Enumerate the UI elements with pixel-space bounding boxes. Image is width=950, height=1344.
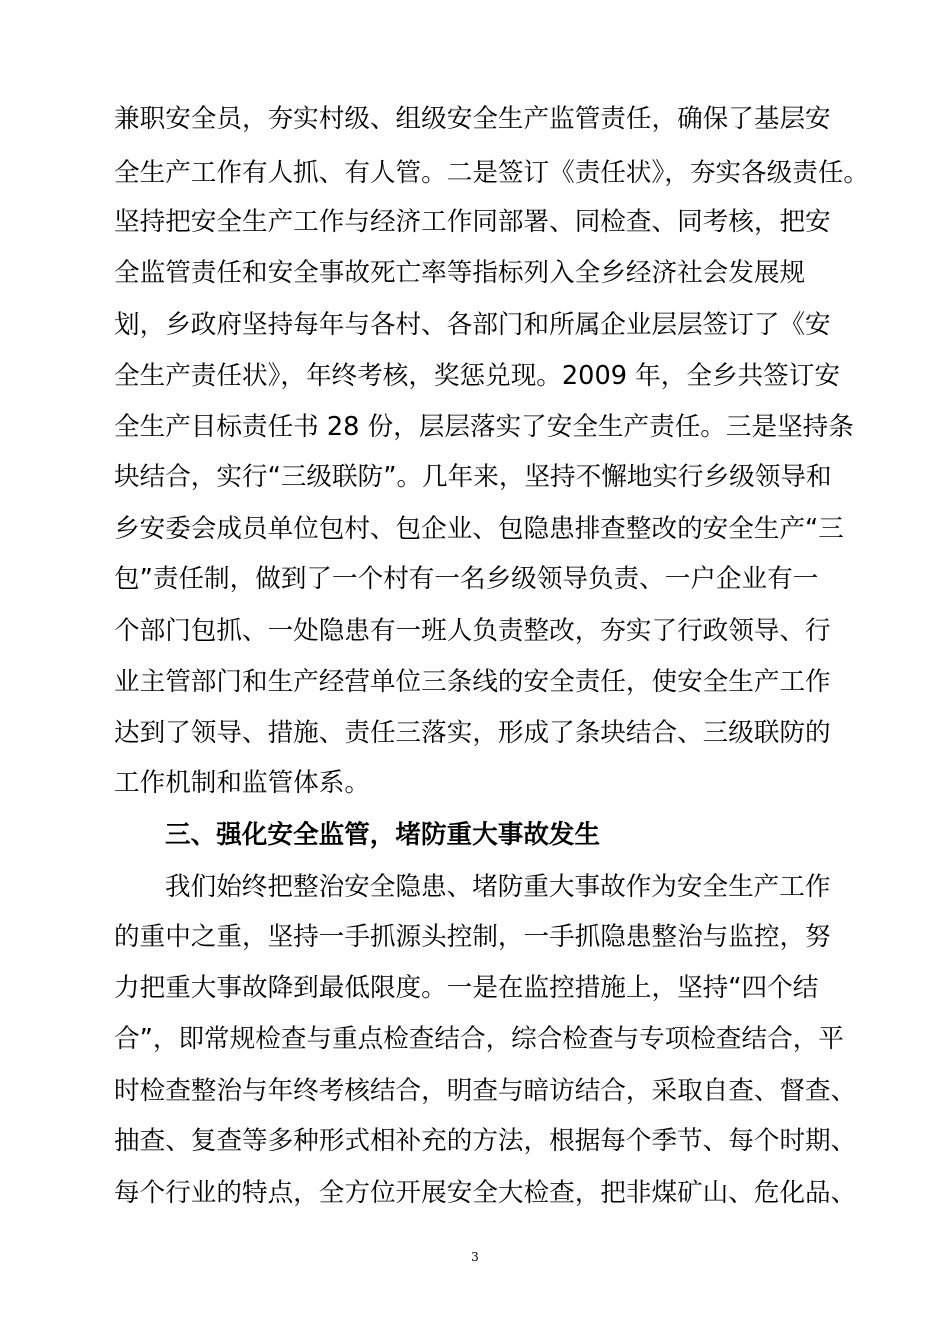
body-text-line: 坚持把安全生产工作与经济工作同部署、同检查、同考核，把安 [114, 207, 831, 237]
body-text-line: 全生产工作有人抓、有人管。二是签订《责任状》，夯实各级责任。 [114, 158, 870, 188]
body-text-line: 合”，即常规检查与重点检查结合，综合检查与专项检查结合，平 [114, 1024, 844, 1054]
body-text-line: 抽查、复查等多种形式相补充的方法，根据每个季节、每个时期、 [114, 1126, 857, 1156]
body-text-line: 全生产责任状》，年终考核，奖惩兑现。2009 年，全乡共签订安 [114, 361, 840, 391]
body-text-line: 的重中之重，坚持一手抓源头控制，一手抓隐患整治与监控，努 [114, 922, 831, 952]
body-text-line: 个部门包抓、一处隐患有一班人负责整改，夯实了行政领导、行 [114, 616, 831, 646]
section-heading: 三、强化安全监管，堵防重大事故发生 [165, 820, 601, 850]
body-text-line: 乡安委会成员单位包村、包企业、包隐患排查整改的安全生产“三 [114, 514, 844, 544]
body-text-line: 全监管责任和安全事故死亡率等指标列入全乡经济社会发展规 [114, 258, 806, 288]
body-text-line: 每个行业的特点，全方位开展安全大检查，把非煤矿山、危化品、 [114, 1178, 857, 1208]
body-text-line: 时检查整治与年终考核结合，明查与暗访结合，采取自查、督查、 [114, 1076, 857, 1106]
body-text-line: 达到了领导、措施、责任三落实，形成了条块结合、三级联防的 [114, 718, 831, 748]
body-text-line: 包”责任制，做到了一个村有一名乡级领导负责、一户企业有一 [114, 564, 819, 594]
body-text-line: 划，乡政府坚持每年与各村、各部门和所属企业层层签订了《安 [114, 310, 831, 340]
body-text-line: 兼职安全员，夯实村级、组级安全生产监管责任，确保了基层安 [114, 104, 831, 134]
page-number: 3 [471, 1250, 479, 1264]
body-text-line: 块结合，实行“三级联防”。几年来，坚持不懈地实行乡级领导和 [114, 462, 832, 492]
body-text-line: 业主管部门和生产经营单位三条线的安全责任，使安全生产工作 [114, 667, 831, 697]
body-text-line: 力把重大事故降到最低限度。一是在监控措施上，坚持“四个结 [114, 973, 819, 1003]
body-text-line: 工作机制和监管体系。 [114, 768, 370, 798]
body-text-line: 全生产目标责任书 28 份，层层落实了安全生产责任。三是坚持条 [114, 412, 854, 442]
body-text-line: 我们始终把整治安全隐患、堵防重大事故作为安全生产工作 [165, 872, 831, 902]
